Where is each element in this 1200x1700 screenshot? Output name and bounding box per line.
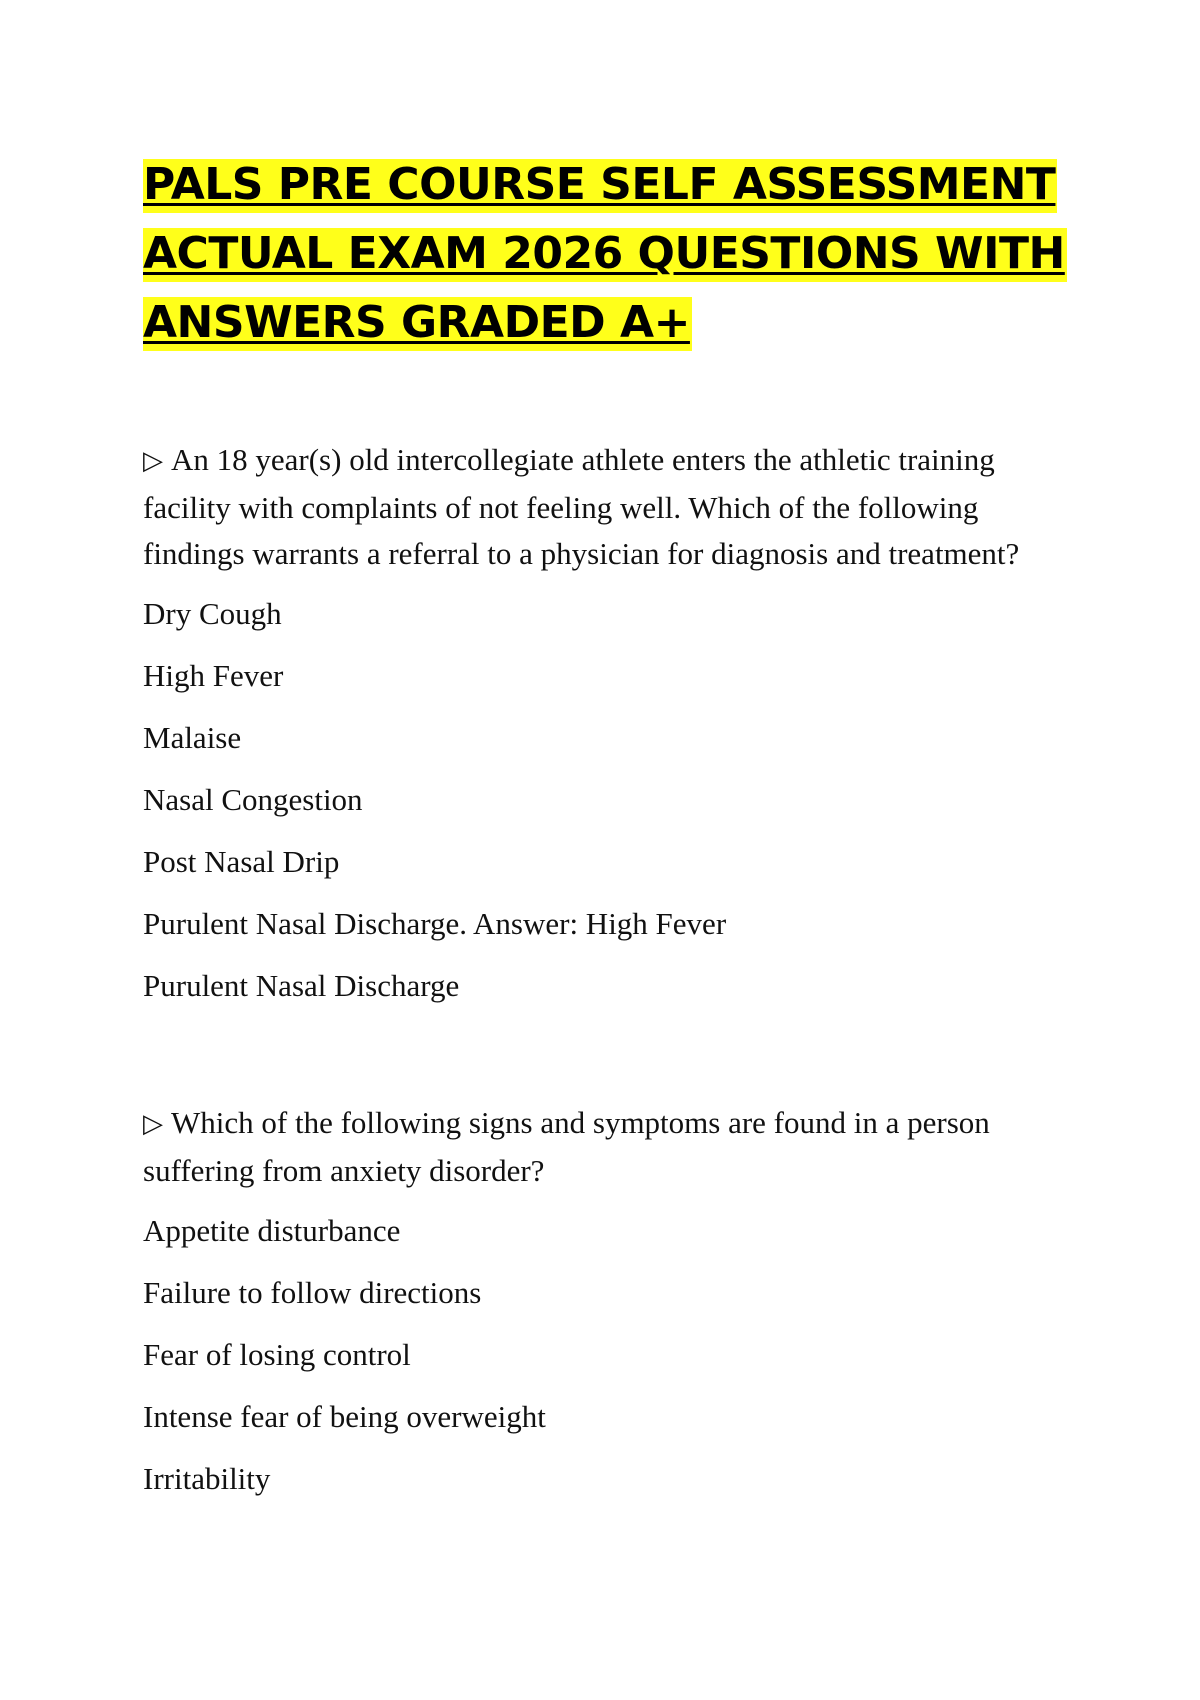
answer-option: Failure to follow directions: [143, 1275, 482, 1310]
question-stem: Which of the following signs and symptoms are found in a person suffering from anxiety disorder?: [143, 1105, 990, 1188]
answer-option: Purulent Nasal Discharge. Answer: High Fever: [143, 906, 727, 941]
question-text: [143, 1100, 1083, 1194]
answer-options-list: [143, 1200, 1083, 1510]
answer-option: Appetite disturbance: [143, 1213, 401, 1248]
answer-option: Intense fear of being overweight: [143, 1399, 546, 1434]
answer-option: Post Nasal Drip: [143, 844, 340, 879]
answer-option: Malaise: [143, 720, 242, 755]
title-line: ACTUAL EXAM 2026 QUESTIONS WITH: [143, 228, 1067, 282]
triangle-outline-right-icon: ▷: [143, 446, 163, 476]
title-line: PALS PRE COURSE SELF ASSESSMENT: [143, 159, 1057, 213]
answer-option: Irritability: [143, 1461, 271, 1496]
question-block: [143, 437, 1083, 1017]
question-stem: An 18 year(s) old intercollegiate athlete enters the athletic training facility with complaints of not feeling well. Which of the following findings warrants a referral to a physician for diagnosis and treatment?: [143, 442, 1020, 571]
question-block: [143, 1100, 1083, 1510]
answer-option: Dry Cough: [143, 596, 282, 631]
answer-option: Fear of losing control: [143, 1337, 411, 1372]
answer-option: High Fever: [143, 658, 284, 693]
document-title: [143, 150, 1083, 357]
answer-options-list: [143, 583, 1083, 1017]
question-text: [143, 437, 1083, 577]
answer-option: Purulent Nasal Discharge: [143, 968, 460, 1003]
answer-option: Nasal Congestion: [143, 782, 363, 817]
triangle-outline-right-icon: ▷: [143, 1109, 163, 1139]
title-line: ANSWERS GRADED A+: [143, 297, 692, 351]
